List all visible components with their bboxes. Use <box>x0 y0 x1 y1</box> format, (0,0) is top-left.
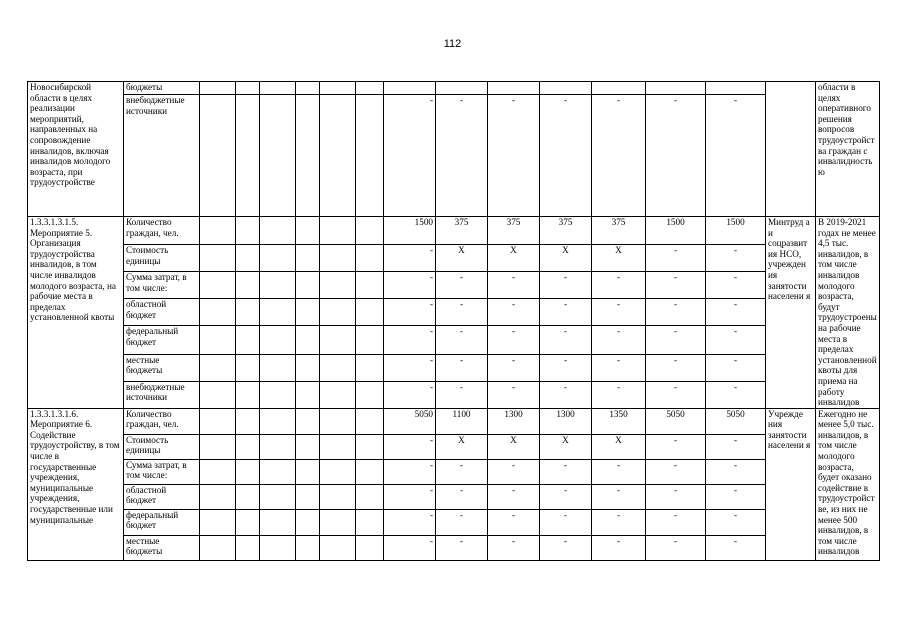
indicator-label: Количество граждан, чел. <box>124 217 200 245</box>
table-row: местные бюджеты - - - - - - - <box>28 535 880 560</box>
executor-cell: Учрежде ния занятости населени я <box>766 408 816 560</box>
indicator-label: внебюджетные источники <box>124 381 200 408</box>
table-row: 1.3.3.1.3.1.6. Мероприятие 6. Содействие трудоустройству, в том числе в государственные учреждения, муниципальные учреждения, государственные или муниципальные Количество граждан, чел. 5050 1100 1300 1300 1350 5050 5050 Учрежде ния занятости населени я Ежегодно не менее 5,0 тыс. инвалидов, в том числе молодого возраста, будет оказано содействие в трудоустройстве, из них не менее 500 инвалидов, в том числе инвалидов <box>28 408 880 434</box>
indicator-label: областной бюджет <box>124 484 200 509</box>
indicator-label: Количество граждан, чел. <box>124 408 200 434</box>
indicator-label: Стоимость единицы <box>124 434 200 459</box>
table-row: областной бюджет - - - - - - - <box>28 299 880 326</box>
expected-result-cell: Ежегодно не менее 5,0 тыс. инвалидов, в том числе молодого возраста, будет оказано содействие в трудоустройстве, из них не менее 500 инвалидов, в том числе инвалидов <box>816 408 880 560</box>
expected-result-cell: области в целях оперативного решения вопросов трудоустройства граждан с инвалидностью <box>816 82 880 217</box>
table-row: Стоимость единицы - Х Х Х Х - - <box>28 434 880 459</box>
indicator-label: внебюджетные источники <box>124 95 200 217</box>
indicator-label: местные бюджеты <box>124 535 200 560</box>
executor-cell <box>766 82 816 217</box>
indicator-label: бюджеты <box>124 82 200 95</box>
activity-name-cell: Новосибирской области в целях реализации мероприятий, направленных на сопровождение инвалидов, включая инвалидов молодого возраста, при трудоустройстве <box>28 82 124 217</box>
indicator-label: Сумма затрат, в том числе: <box>124 272 200 299</box>
table-row <box>28 82 880 95</box>
executor-cell: Минтруд а и соцразвит ия НСО, учрежден ия занятости населени я <box>766 217 816 409</box>
activity-name-cell: 1.3.3.1.3.1.6. Мероприятие 6. Содействие трудоустройству, в том числе в государственные учреждения, муниципальные учреждения, государственные или муниципальные <box>28 408 124 560</box>
table-row: внебюджетные источники - - - - - - - <box>28 95 880 217</box>
indicator-label: областной бюджет <box>124 299 200 326</box>
table-row: местные бюджеты - - - - - - - <box>28 354 880 381</box>
table-row: Сумма затрат, в том числе: - - - - - - - <box>28 459 880 484</box>
table-row: федеральный бюджет - - - - - - - <box>28 326 880 354</box>
table-row: Сумма затрат, в том числе: - - - - - - - <box>28 272 880 299</box>
activity-name-cell: 1.3.3.1.3.1.5. Мероприятие 5. Организация трудоустройства инвалидов, в том числе инвалидов молодого возраста, на рабочие места в пределах установленной квоты <box>28 217 124 409</box>
program-table <box>27 81 880 561</box>
table-row: Стоимость единицы - Х Х Х Х - - <box>28 245 880 272</box>
indicator-label: местные бюджеты <box>124 354 200 381</box>
page-number: 112 <box>443 38 462 50</box>
table-row: федеральный бюджет - - - - - - - <box>28 509 880 535</box>
expected-result-cell: В 2019-2021 годах не менее 4,5 тыс. инвалидов, в том числе инвалидов молодого возраста, будут трудоустроены на рабочие места в пределах установленной квоты для приема на работу инвалидов <box>816 217 880 409</box>
table-row: 1.3.3.1.3.1.5. Мероприятие 5. Организация трудоустройства инвалидов, в том числе инвалидов молодого возраста, на рабочие места в пределах установленной квоты Количество граждан, чел. 1500 375 375 375 375 1500 1500 Минтруд а и соцразвит ия НСО, учрежден ия занятости населени я В 2019-2021 годах не менее 4,5 тыс. инвалидов, в том числе инвалидов молодого возраста, будут трудоустроены на рабочие места в пределах установленной квоты для приема на работу инвалидов <box>28 217 880 245</box>
indicator-label: федеральный бюджет <box>124 509 200 535</box>
indicator-label: Стоимость единицы <box>124 245 200 272</box>
indicator-label: Сумма затрат, в том числе: <box>124 459 200 484</box>
indicator-label: федеральный бюджет <box>124 326 200 354</box>
table-row: внебюджетные источники - - - - - - - <box>28 381 880 408</box>
table-row: областной бюджет - - - - - - - <box>28 484 880 509</box>
